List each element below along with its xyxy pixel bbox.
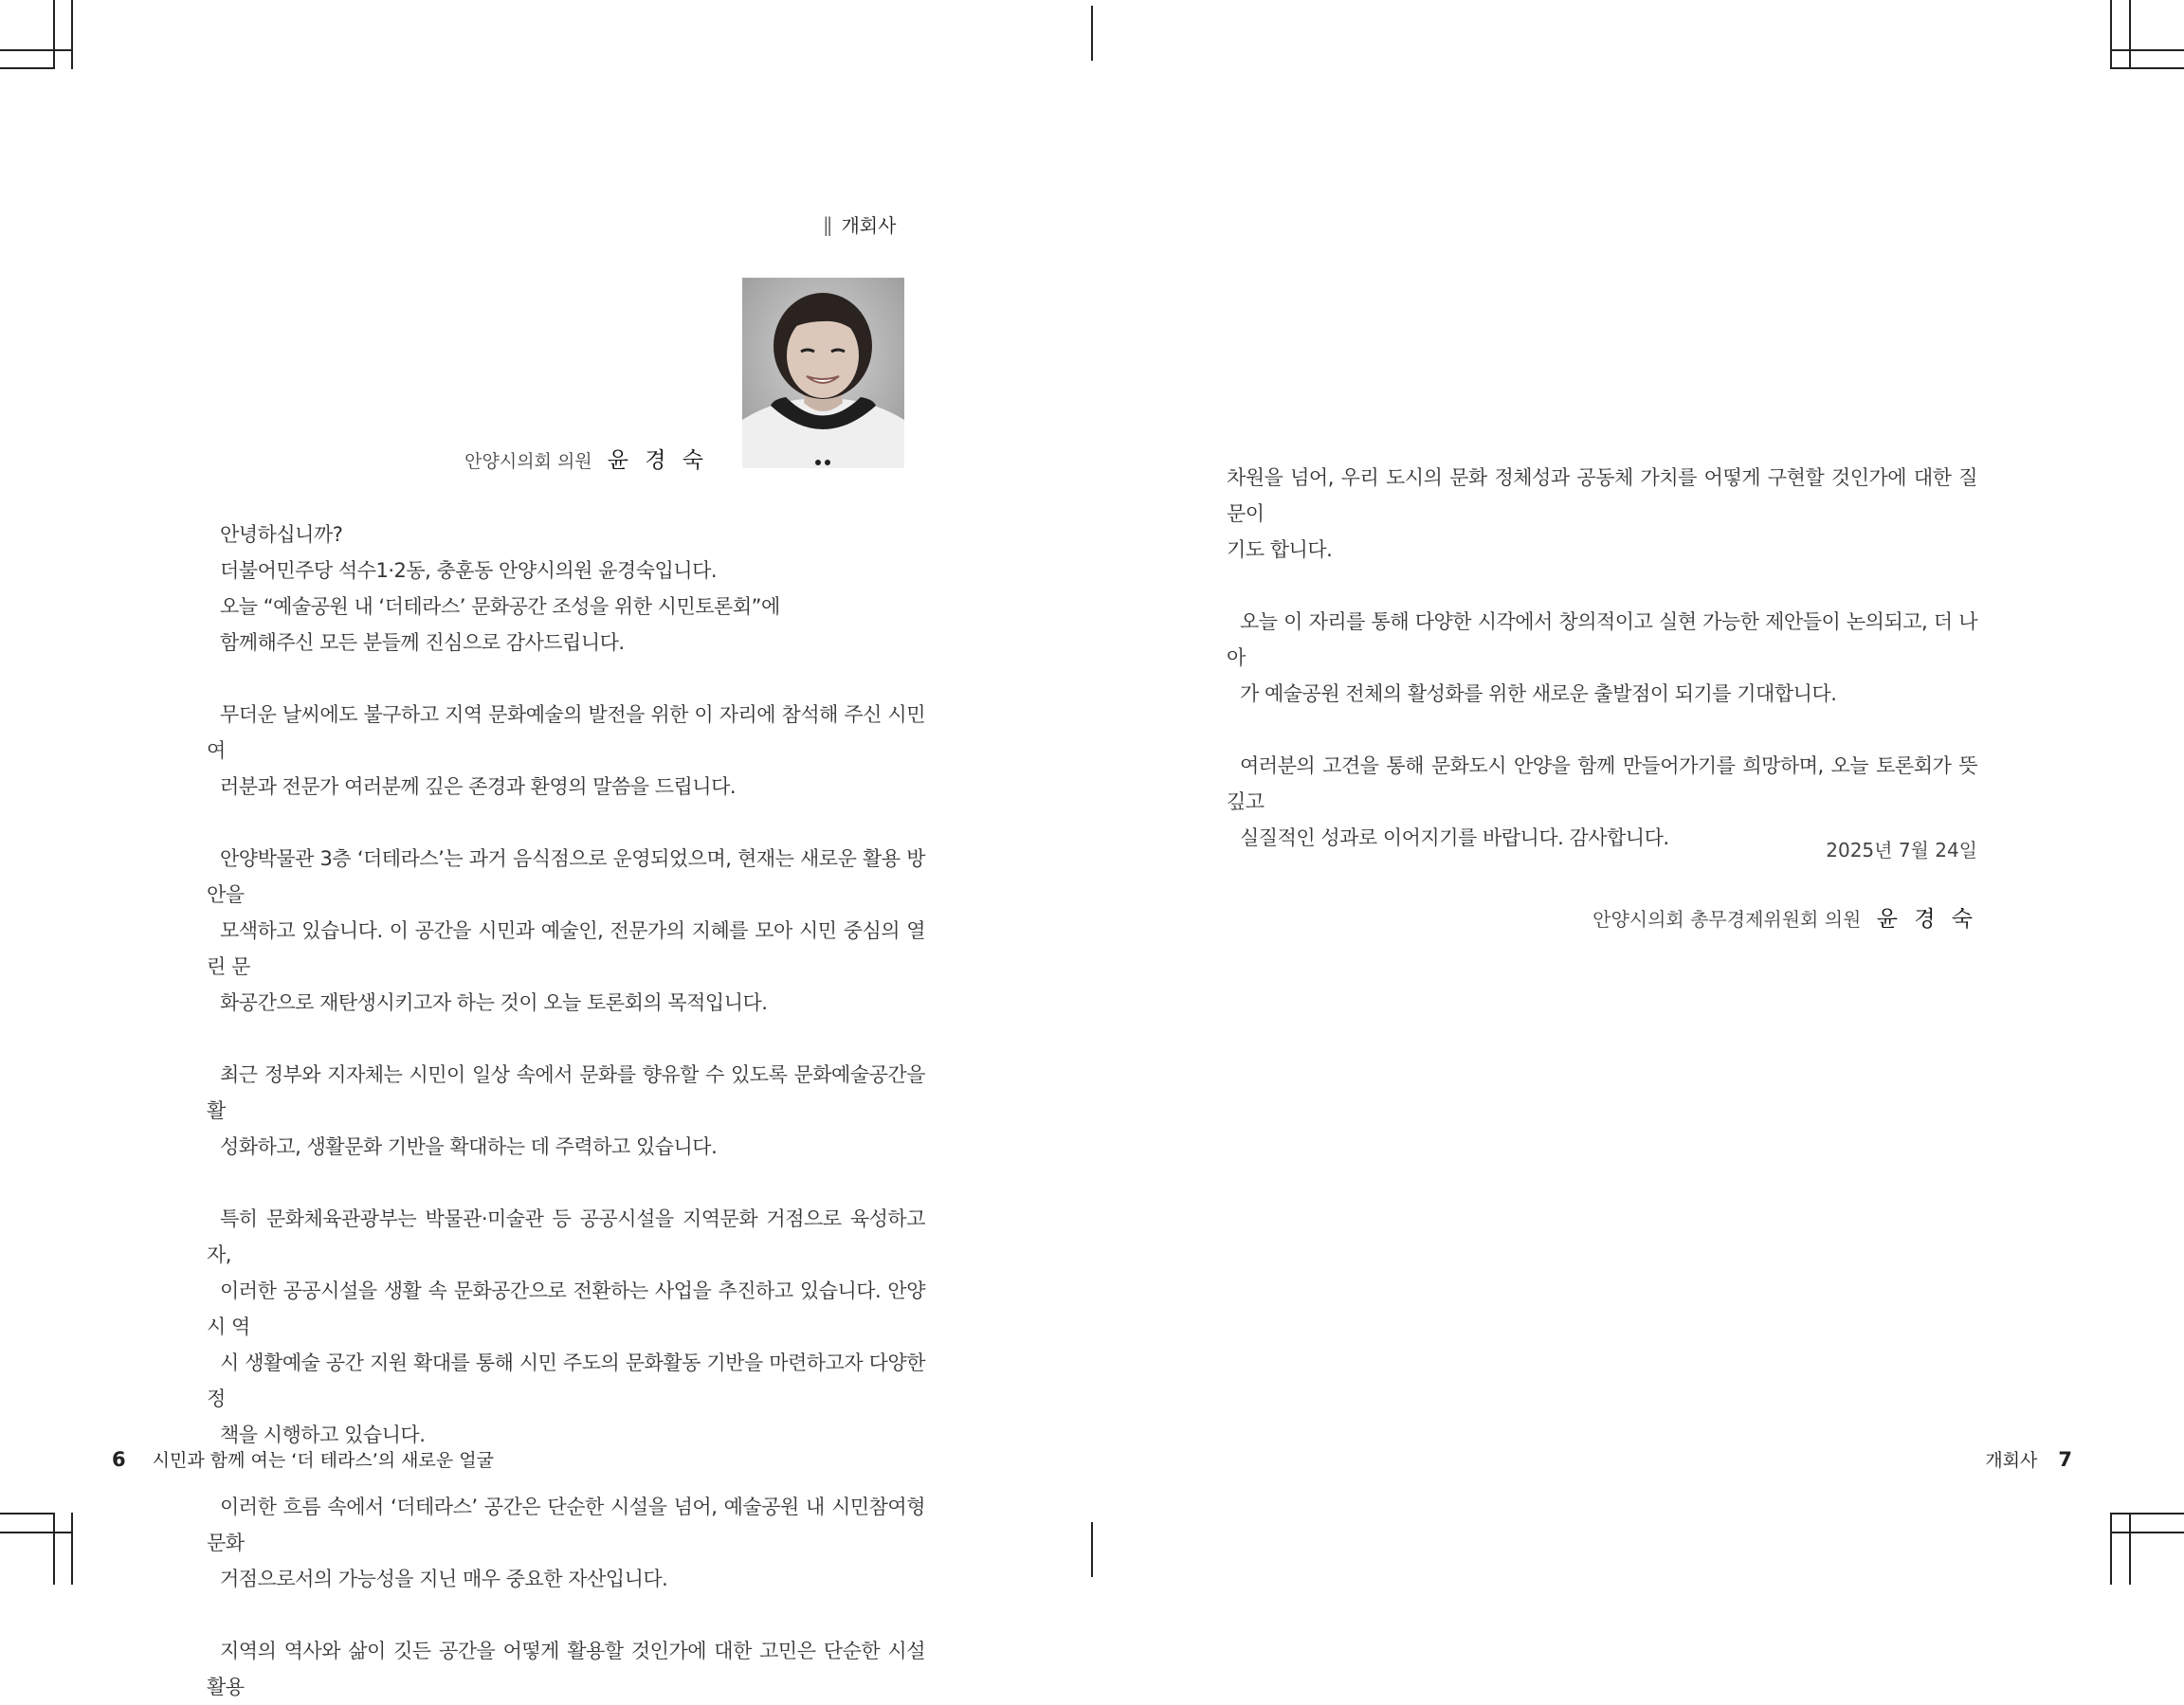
- text-line: 최근 정부와 지자체는 시민이 일상 속에서 문화를 향유할 수 있도록 문화예술공간을 활: [207, 1063, 925, 1122]
- text-line: 차원을 넘어, 우리 도시의 문화 정체성과 공동체 가치를 어떻게 구현할 것인가에 대한 질문이: [1227, 466, 1977, 525]
- paragraph: [207, 697, 925, 805]
- left-page-body: [207, 517, 925, 1705]
- paragraph: [207, 1057, 925, 1165]
- text-line: 오늘 이 자리를 통해 다양한 시각에서 창의적이고 실현 가능한 제안들이 논의되고, 더 나아: [1227, 610, 1977, 669]
- text-line: 무더운 날씨에도 불구하고 지역 문화예술의 발전을 위한 이 자리에 참석해 주신 시민 여: [207, 703, 925, 762]
- section-title-bars-icon: ||: [823, 212, 830, 236]
- section-title: [823, 210, 896, 238]
- portrait-photo-icon: [742, 278, 904, 468]
- right-page-body: [1227, 460, 1977, 856]
- text-line: 안양박물관 3층 ‘더테라스’는 과거 음식점으로 운영되었으며, 현재는 새로운 활용 방안을: [207, 847, 925, 906]
- text-line: 지역의 역사와 삶이 깃든 공간을 어떻게 활용할 것인가에 대한 고민은 단순한 시설 활용: [207, 1640, 925, 1698]
- text-line: 화공간으로 재탄생시키고자 하는 것이 오늘 토론회의 목적입니다.: [220, 991, 768, 1014]
- paragraph: [207, 1201, 925, 1453]
- paragraph: [207, 517, 925, 661]
- page-number-right: 7: [2058, 1447, 2072, 1471]
- text-line: 모색하고 있습니다. 이 공간을 시민과 예술인, 전문가의 지혜를 모아 시민 중심의 열린 문: [207, 919, 925, 978]
- paragraph: [207, 1489, 925, 1597]
- text-line: 기도 합니다.: [1227, 538, 1333, 561]
- footer-right: [1985, 1446, 2072, 1472]
- running-title-right: 개회사: [1985, 1450, 2038, 1471]
- text-line: 특히 문화체육관광부는 박물관·미술관 등 공공시설을 지역문화 거점으로 육성하고자,: [207, 1207, 925, 1266]
- section-title-label: 개회사: [841, 214, 897, 237]
- running-title-left: 시민과 함께 여는 ‘더 테라스’의 새로운 얼굴: [152, 1450, 494, 1471]
- text-line: 이러한 흐름 속에서 ‘더테라스’ 공간은 단순한 시설을 넘어, 예술공원 내 시민참여형 문화: [207, 1496, 925, 1554]
- closing-date: 2025년 7월 24일: [1826, 839, 1977, 862]
- text-line: 여러분의 고견을 통해 문화도시 안양을 함께 만들어가기를 희망하며, 오늘 토론회가 뜻깊고: [1227, 754, 1977, 813]
- text-line: 거점으로서의 가능성을 지닌 매우 중요한 자산입니다.: [220, 1568, 668, 1590]
- text-line: 함께해주신 모든 분들께 진심으로 감사드립니다.: [220, 631, 625, 654]
- paragraph: [1227, 460, 1977, 568]
- text-line: 오늘 “예술공원 내 ‘더테라스’ 문화공간 조성을 위한 시민토론회”에: [220, 595, 780, 618]
- text-line: 시 생활예술 공간 지원 확대를 통해 시민 주도의 문화활동 기반을 마련하고자 다양한 정: [207, 1351, 925, 1410]
- author-affiliation: 안양시의회 의원: [464, 451, 592, 472]
- author-name: 윤 경 숙: [607, 448, 708, 473]
- text-line: 이러한 공공시설을 생활 속 문화공간으로 전환하는 사업을 추진하고 있습니다. 안양시 역: [207, 1279, 925, 1338]
- text-line: 성화하고, 생활문화 기반을 확대하는 데 주력하고 있습니다.: [220, 1135, 718, 1158]
- portrait-photo: [742, 278, 904, 468]
- paragraph: [207, 1633, 925, 1705]
- signature-line: [1592, 901, 1977, 933]
- text-line: 러분과 전문가 여러분께 깊은 존경과 환영의 말씀을 드립니다.: [220, 775, 737, 798]
- page-number-left: 6: [112, 1447, 126, 1471]
- text-line: 실질적인 성과로 이어지기를 바랍니다. 감사합니다.: [1240, 826, 1669, 849]
- text-line: 가 예술공원 전체의 활성화를 위한 새로운 출발점이 되기를 기대합니다.: [1240, 682, 1837, 705]
- text-line: 더불어민주당 석수1·2동, 충훈동 안양시의원 윤경숙입니다.: [220, 559, 718, 582]
- signer-affiliation: 안양시의회 총무경제위원회 의원: [1592, 908, 1862, 931]
- footer-left: [112, 1446, 494, 1472]
- author-line: [464, 443, 708, 474]
- paragraph: [207, 841, 925, 1021]
- text-line: 안녕하십니까?: [220, 523, 343, 546]
- paragraph: [1227, 604, 1977, 712]
- signer-name: 윤 경 숙: [1876, 907, 1977, 932]
- text-line: 책을 시행하고 있습니다.: [220, 1424, 426, 1446]
